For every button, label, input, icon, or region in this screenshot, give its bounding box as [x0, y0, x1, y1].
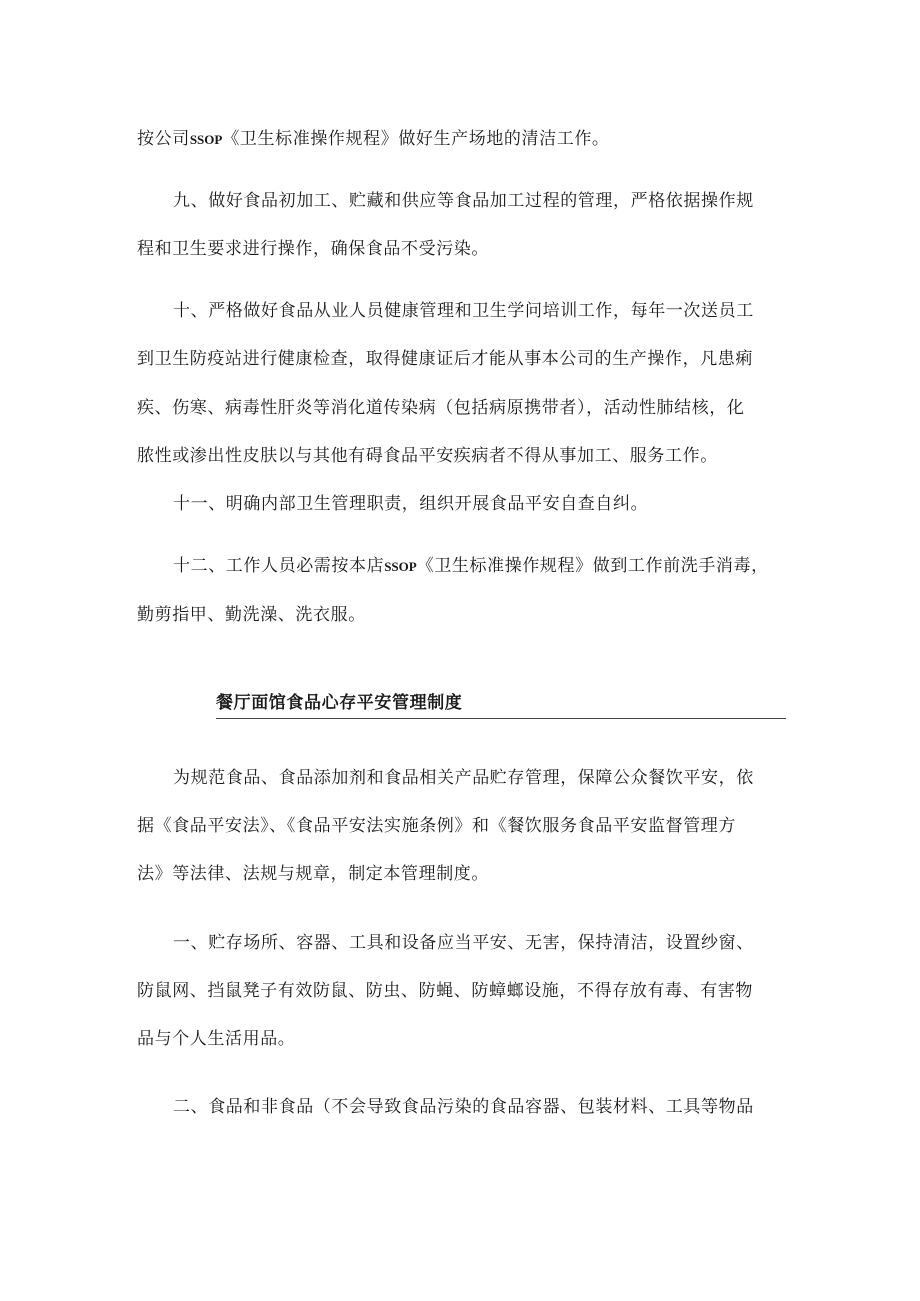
paragraph-9-line-2: 程和卫生要求进行操作，确保食品不受污染。	[137, 239, 489, 259]
paragraph-12-line-2: 勤剪指甲、勤洗澡、洗衣服。	[137, 605, 366, 625]
paragraph-9-line-1: 九、做好食品初加工、贮藏和供应等食品加工过程的管理，严格依据操作规	[173, 191, 754, 211]
paragraph-10-line-2: 到卫生防疫站进行健康检查，取得健康证后才能从事本公司的生产操作，凡患痢	[137, 349, 753, 369]
intro-line-1: 为规范食品、食品添加剂和食品相关产品贮存管理，保障公众餐饮平安，依	[173, 768, 754, 788]
paragraph-12-line-1	[173, 555, 769, 578]
text-segment: 按公司	[137, 129, 190, 149]
rule-1-line-2: 防鼠网、挡鼠凳子有效防鼠、防虫、防蝇、防蟑螂设施，不得存放有毒、有害物	[137, 981, 753, 1001]
rule-1-line-3: 品与个人生活用品。	[137, 1029, 296, 1049]
paragraph-10-line-4: 脓性或渗出性皮肤以与其他有碍食品平安疾病者不得从事加工、服务工作。	[137, 446, 718, 466]
paragraph-10-line-3: 疾、伤寒、病毒性肝炎等消化道传染病（包括病原携带者），活动性肺结核，化	[137, 398, 745, 418]
paragraph-11: 十一、明确内部卫生管理职责，组织开展食品平安自查自纠。	[173, 494, 649, 514]
text-segment: 《卫生标准操作规程》做到工作前洗手消毒，	[416, 556, 769, 576]
rule-2-line-1: 二、食品和非食品（不会导致食品污染的食品容器、包装材料、工具等物品	[173, 1097, 754, 1117]
rule-1-line-1: 一、贮存场所、容器、工具和设备应当平安、无害，保持清洁，设置纱窗、	[173, 933, 754, 953]
text-segment: 《卫生标准操作规程》做好生产场地的清洁工作。	[222, 129, 610, 149]
section-heading: 餐厅面馆食品心存平安管理制度	[216, 693, 463, 713]
heading-underline	[216, 718, 786, 719]
intro-line-2: 据《食品平安法》、《食品平安法实施条例》和《餐饮服务食品平安监督管理方	[137, 816, 736, 836]
paragraph-8-continuation	[137, 128, 610, 151]
paragraph-10-line-1: 十、严格做好食品从业人员健康管理和卫生学问培训工作，每年一次送员工	[173, 301, 754, 321]
intro-line-3: 法》等法律、法规与规章，制定本管理制度。	[137, 864, 489, 884]
text-segment: 十二、工作人员必需按本店	[173, 556, 385, 576]
ssop-term: SSOP	[384, 559, 417, 574]
ssop-term: SSOP	[189, 132, 223, 147]
